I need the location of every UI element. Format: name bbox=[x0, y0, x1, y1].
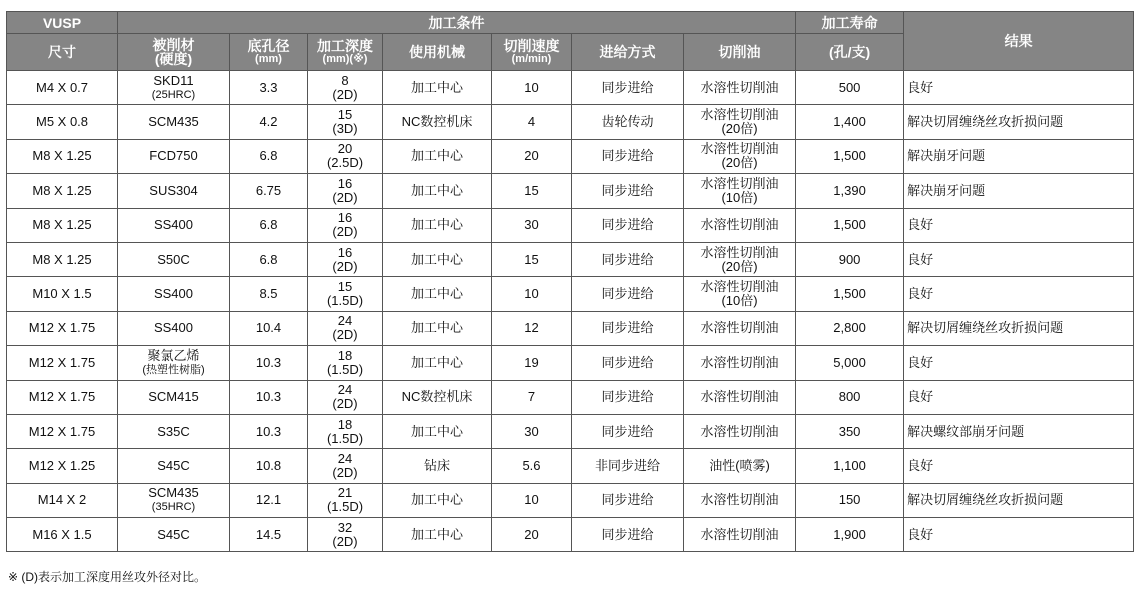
cell-feed: 同步进给 bbox=[572, 71, 684, 105]
cell-speed: 10 bbox=[492, 483, 572, 517]
cell-depth bbox=[308, 71, 383, 105]
header-speed bbox=[492, 34, 572, 71]
cell-hole-diameter: 3.3 bbox=[230, 71, 308, 105]
cell-size: M12 X 1.75 bbox=[7, 311, 118, 345]
cell-result: 解决崩牙问题 bbox=[904, 174, 1134, 208]
cell-depth-main: 15 bbox=[337, 279, 353, 295]
cell-machine: 加工中心 bbox=[383, 277, 492, 311]
cell-tool-life: 1,500 bbox=[796, 139, 904, 173]
cell-oil bbox=[684, 105, 796, 139]
header-material-label: 被削材 bbox=[152, 37, 195, 53]
cell-depth bbox=[308, 380, 383, 414]
cell-speed: 10 bbox=[492, 71, 572, 105]
cell-speed: 30 bbox=[492, 414, 572, 448]
cell-speed: 20 bbox=[492, 518, 572, 552]
header-result: 结果 bbox=[904, 12, 1134, 71]
table-row bbox=[7, 380, 1134, 414]
cell-result: 解决崩牙问题 bbox=[904, 139, 1134, 173]
cell-depth-sub: (1.5D) bbox=[326, 499, 364, 515]
cell-size: M8 X 1.25 bbox=[7, 242, 118, 276]
cell-tool-life: 900 bbox=[796, 242, 904, 276]
cell-feed: 同步进给 bbox=[572, 174, 684, 208]
cell-depth-sub: (2D) bbox=[332, 464, 358, 480]
cell-size: M4 X 0.7 bbox=[7, 71, 118, 105]
cell-feed: 齿轮传动 bbox=[572, 105, 684, 139]
table-row bbox=[7, 71, 1134, 105]
cell-oil bbox=[684, 174, 796, 208]
cell-depth bbox=[308, 208, 383, 242]
cell-oil-sub: (10倍) bbox=[721, 189, 758, 205]
cell-tool-life: 2,800 bbox=[796, 311, 904, 345]
cell-size: M10 X 1.5 bbox=[7, 277, 118, 311]
header-material-sub: (硬度) bbox=[154, 51, 193, 67]
cell-machine: 加工中心 bbox=[383, 311, 492, 345]
cell-depth-main: 8 bbox=[341, 72, 349, 88]
header-hole-diameter bbox=[230, 34, 308, 71]
cell-result: 良好 bbox=[904, 242, 1134, 276]
cell-oil: 水溶性切削油 bbox=[684, 483, 796, 517]
cell-depth-sub: (2D) bbox=[332, 224, 358, 240]
header-depth-unit: (mm)(※) bbox=[322, 53, 368, 65]
table-row bbox=[7, 518, 1134, 552]
cell-tool-life: 350 bbox=[796, 414, 904, 448]
cell-depth-main: 18 bbox=[337, 347, 353, 363]
cell-machine: 加工中心 bbox=[383, 414, 492, 448]
cell-tool-life: 1,100 bbox=[796, 449, 904, 483]
cell-size: M8 X 1.25 bbox=[7, 174, 118, 208]
cell-material: FCD750 bbox=[118, 139, 230, 173]
table-header bbox=[7, 12, 1134, 71]
cell-oil: 水溶性切削油 bbox=[684, 346, 796, 380]
cell-hole-diameter: 4.2 bbox=[230, 105, 308, 139]
cell-material: SCM415 bbox=[118, 380, 230, 414]
cell-machine: 钻床 bbox=[383, 449, 492, 483]
cell-depth-main: 18 bbox=[337, 416, 353, 432]
cell-result: 良好 bbox=[904, 518, 1134, 552]
cell-oil-sub: (20倍) bbox=[721, 155, 758, 171]
cell-material: S50C bbox=[118, 242, 230, 276]
cell-depth-main: 24 bbox=[337, 450, 353, 466]
cell-machine: 加工中心 bbox=[383, 518, 492, 552]
cell-depth bbox=[308, 311, 383, 345]
cell-feed: 同步进给 bbox=[572, 414, 684, 448]
cell-hole-diameter: 10.8 bbox=[230, 449, 308, 483]
cell-depth-main: 21 bbox=[337, 485, 353, 501]
cell-feed: 同步进给 bbox=[572, 139, 684, 173]
cell-oil-main: 水溶性切削油 bbox=[700, 107, 779, 123]
cell-hole-diameter: 6.8 bbox=[230, 242, 308, 276]
cell-size: M8 X 1.25 bbox=[7, 208, 118, 242]
cell-depth-sub: (3D) bbox=[332, 121, 358, 137]
cell-depth bbox=[308, 346, 383, 380]
cell-depth-main: 24 bbox=[337, 313, 353, 329]
table-row bbox=[7, 311, 1134, 345]
cell-material-main: SCM435 bbox=[148, 485, 199, 501]
cell-depth bbox=[308, 414, 383, 448]
cell-result: 良好 bbox=[904, 71, 1134, 105]
cell-depth-main: 24 bbox=[337, 382, 353, 398]
cell-depth-sub: (2D) bbox=[332, 86, 358, 102]
cell-depth bbox=[308, 105, 383, 139]
cell-machine: 加工中心 bbox=[383, 242, 492, 276]
header-depth bbox=[308, 34, 383, 71]
cell-hole-diameter: 10.4 bbox=[230, 311, 308, 345]
cell-oil-sub: (20倍) bbox=[721, 121, 758, 137]
cell-material-main: 聚氯乙烯 bbox=[147, 347, 200, 363]
cell-depth-main: 16 bbox=[337, 210, 353, 226]
cell-material-sub: (25HRC) bbox=[151, 88, 196, 101]
table-body bbox=[7, 71, 1134, 552]
cell-oil-sub: (10倍) bbox=[721, 293, 758, 309]
cell-tool-life: 1,900 bbox=[796, 518, 904, 552]
cell-feed: 同步进给 bbox=[572, 277, 684, 311]
cell-material: S45C bbox=[118, 518, 230, 552]
cell-depth-sub: (2.5D) bbox=[326, 155, 364, 171]
cell-hole-diameter: 6.8 bbox=[230, 139, 308, 173]
cell-tool-life: 1,500 bbox=[796, 208, 904, 242]
cell-size: M12 X 1.75 bbox=[7, 414, 118, 448]
cell-hole-diameter: 6.8 bbox=[230, 208, 308, 242]
cell-depth-sub: (2D) bbox=[332, 533, 358, 549]
table-row bbox=[7, 105, 1134, 139]
cell-depth bbox=[308, 242, 383, 276]
cell-material: SCM435 bbox=[118, 105, 230, 139]
cell-material-sub: (热塑性树脂) bbox=[142, 363, 205, 376]
cell-hole-diameter: 10.3 bbox=[230, 414, 308, 448]
cell-oil-main: 水溶性切削油 bbox=[700, 244, 779, 260]
cell-material: SS400 bbox=[118, 208, 230, 242]
header-oil: 切削油 bbox=[684, 34, 796, 71]
cell-depth bbox=[308, 518, 383, 552]
header-feed: 进给方式 bbox=[572, 34, 684, 71]
cell-machine: 加工中心 bbox=[383, 139, 492, 173]
cell-depth bbox=[308, 174, 383, 208]
cell-feed: 非同步进给 bbox=[572, 449, 684, 483]
table-row bbox=[7, 208, 1134, 242]
cell-oil: 水溶性切削油 bbox=[684, 414, 796, 448]
cell-machine: 加工中心 bbox=[383, 346, 492, 380]
cell-oil-main: 水溶性切削油 bbox=[700, 175, 779, 191]
cell-machine: NC数控机床 bbox=[383, 105, 492, 139]
cell-hole-diameter: 14.5 bbox=[230, 518, 308, 552]
cell-oil: 油性(喷雾) bbox=[684, 449, 796, 483]
cell-material bbox=[118, 346, 230, 380]
cell-machine: 加工中心 bbox=[383, 71, 492, 105]
cell-tool-life: 1,500 bbox=[796, 277, 904, 311]
cell-tool-life: 5,000 bbox=[796, 346, 904, 380]
cell-depth-main: 15 bbox=[337, 107, 353, 123]
header-hole-unit: (mm) bbox=[255, 53, 282, 65]
cell-speed: 20 bbox=[492, 139, 572, 173]
header-speed-label: 切削速度 bbox=[503, 38, 560, 54]
cell-material: S45C bbox=[118, 449, 230, 483]
cell-speed: 4 bbox=[492, 105, 572, 139]
cell-size: M8 X 1.25 bbox=[7, 139, 118, 173]
cell-speed: 10 bbox=[492, 277, 572, 311]
cell-result: 良好 bbox=[904, 277, 1134, 311]
cell-depth-sub: (1.5D) bbox=[326, 361, 364, 377]
cell-tool-life: 1,390 bbox=[796, 174, 904, 208]
cell-material-main: SKD11 bbox=[153, 72, 194, 88]
cell-size: M12 X 1.75 bbox=[7, 380, 118, 414]
cell-speed: 5.6 bbox=[492, 449, 572, 483]
cell-result: 良好 bbox=[904, 346, 1134, 380]
cell-result: 解决切屑缠绕丝攻折损问题 bbox=[904, 105, 1134, 139]
cell-depth-main: 16 bbox=[337, 175, 353, 191]
header-machine: 使用机械 bbox=[383, 34, 492, 71]
header-conditions: 加工条件 bbox=[118, 12, 796, 34]
table-row bbox=[7, 414, 1134, 448]
cell-feed: 同步进给 bbox=[572, 483, 684, 517]
table-row bbox=[7, 174, 1134, 208]
header-tool-life: 加工寿命 bbox=[796, 12, 904, 34]
header-depth-label: 加工深度 bbox=[317, 38, 373, 54]
cell-feed: 同步进给 bbox=[572, 380, 684, 414]
cell-oil-main: 水溶性切削油 bbox=[700, 279, 779, 295]
cell-hole-diameter: 10.3 bbox=[230, 380, 308, 414]
cell-result: 良好 bbox=[904, 449, 1134, 483]
header-vusp: VUSP bbox=[7, 12, 118, 34]
cell-material: S35C bbox=[118, 414, 230, 448]
cell-size: M12 X 1.75 bbox=[7, 346, 118, 380]
cell-oil-sub: (20倍) bbox=[721, 258, 758, 274]
cell-oil bbox=[684, 242, 796, 276]
table-row bbox=[7, 449, 1134, 483]
table-row bbox=[7, 346, 1134, 380]
cell-feed: 同步进给 bbox=[572, 518, 684, 552]
cell-feed: 同步进给 bbox=[572, 311, 684, 345]
cell-depth-sub: (2D) bbox=[332, 396, 358, 412]
tap-cutting-results-table bbox=[6, 11, 1134, 552]
cell-size: M16 X 1.5 bbox=[7, 518, 118, 552]
cell-material: SS400 bbox=[118, 311, 230, 345]
cell-tool-life: 1,400 bbox=[796, 105, 904, 139]
cell-result: 解决螺纹部崩牙问题 bbox=[904, 414, 1134, 448]
cell-speed: 19 bbox=[492, 346, 572, 380]
cell-size: M12 X 1.25 bbox=[7, 449, 118, 483]
table-row bbox=[7, 242, 1134, 276]
cell-depth-sub: (1.5D) bbox=[326, 293, 364, 309]
cell-tool-life: 500 bbox=[796, 71, 904, 105]
cell-oil: 水溶性切削油 bbox=[684, 380, 796, 414]
cell-machine: 加工中心 bbox=[383, 174, 492, 208]
cell-speed: 7 bbox=[492, 380, 572, 414]
header-hole-label: 底孔径 bbox=[247, 38, 290, 54]
cell-depth bbox=[308, 139, 383, 173]
cell-result: 良好 bbox=[904, 380, 1134, 414]
header-life-unit: (孔/支) bbox=[796, 34, 904, 71]
cell-feed: 同步进给 bbox=[572, 346, 684, 380]
cell-feed: 同步进给 bbox=[572, 242, 684, 276]
cell-depth bbox=[308, 449, 383, 483]
cell-oil-main: 水溶性切削油 bbox=[700, 141, 779, 157]
cell-hole-diameter: 12.1 bbox=[230, 483, 308, 517]
cell-speed: 15 bbox=[492, 242, 572, 276]
cell-oil bbox=[684, 277, 796, 311]
cell-tool-life: 150 bbox=[796, 483, 904, 517]
cell-size: M14 X 2 bbox=[7, 483, 118, 517]
cell-depth bbox=[308, 277, 383, 311]
cell-material: SUS304 bbox=[118, 174, 230, 208]
cell-oil: 水溶性切削油 bbox=[684, 208, 796, 242]
cell-material bbox=[118, 71, 230, 105]
cell-machine: 加工中心 bbox=[383, 483, 492, 517]
cell-material-sub: (35HRC) bbox=[151, 501, 196, 514]
cell-machine: 加工中心 bbox=[383, 208, 492, 242]
cell-oil bbox=[684, 139, 796, 173]
header-speed-unit: (m/min) bbox=[511, 53, 552, 65]
table-row bbox=[7, 139, 1134, 173]
cell-material bbox=[118, 483, 230, 517]
table-row bbox=[7, 277, 1134, 311]
cell-feed: 同步进给 bbox=[572, 208, 684, 242]
cell-result: 解决切屑缠绕丝攻折损问题 bbox=[904, 483, 1134, 517]
cell-speed: 30 bbox=[492, 208, 572, 242]
cell-hole-diameter: 6.75 bbox=[230, 174, 308, 208]
cell-hole-diameter: 10.3 bbox=[230, 346, 308, 380]
cell-result: 解决切屑缠绕丝攻折损问题 bbox=[904, 311, 1134, 345]
table-row bbox=[7, 483, 1134, 517]
cell-depth-main: 32 bbox=[337, 519, 353, 535]
cell-depth-sub: (2D) bbox=[332, 189, 358, 205]
cell-size: M5 X 0.8 bbox=[7, 105, 118, 139]
cell-depth-sub: (2D) bbox=[332, 258, 358, 274]
cell-depth-sub: (1.5D) bbox=[326, 430, 364, 446]
cell-tool-life: 800 bbox=[796, 380, 904, 414]
cell-hole-diameter: 8.5 bbox=[230, 277, 308, 311]
cell-depth-main: 20 bbox=[337, 141, 353, 157]
footnote: ※ (D)表示加工深度用丝攻外径对比。 bbox=[8, 570, 207, 584]
header-size: 尺寸 bbox=[7, 34, 118, 71]
cell-oil: 水溶性切削油 bbox=[684, 518, 796, 552]
header-material bbox=[118, 34, 230, 71]
cell-depth-sub: (2D) bbox=[332, 327, 358, 343]
cell-speed: 12 bbox=[492, 311, 572, 345]
cell-machine: NC数控机床 bbox=[383, 380, 492, 414]
cell-speed: 15 bbox=[492, 174, 572, 208]
cell-result: 良好 bbox=[904, 208, 1134, 242]
cell-material: SS400 bbox=[118, 277, 230, 311]
cell-oil: 水溶性切削油 bbox=[684, 311, 796, 345]
cell-depth bbox=[308, 483, 383, 517]
cell-oil: 水溶性切削油 bbox=[684, 71, 796, 105]
cell-depth-main: 16 bbox=[337, 244, 353, 260]
